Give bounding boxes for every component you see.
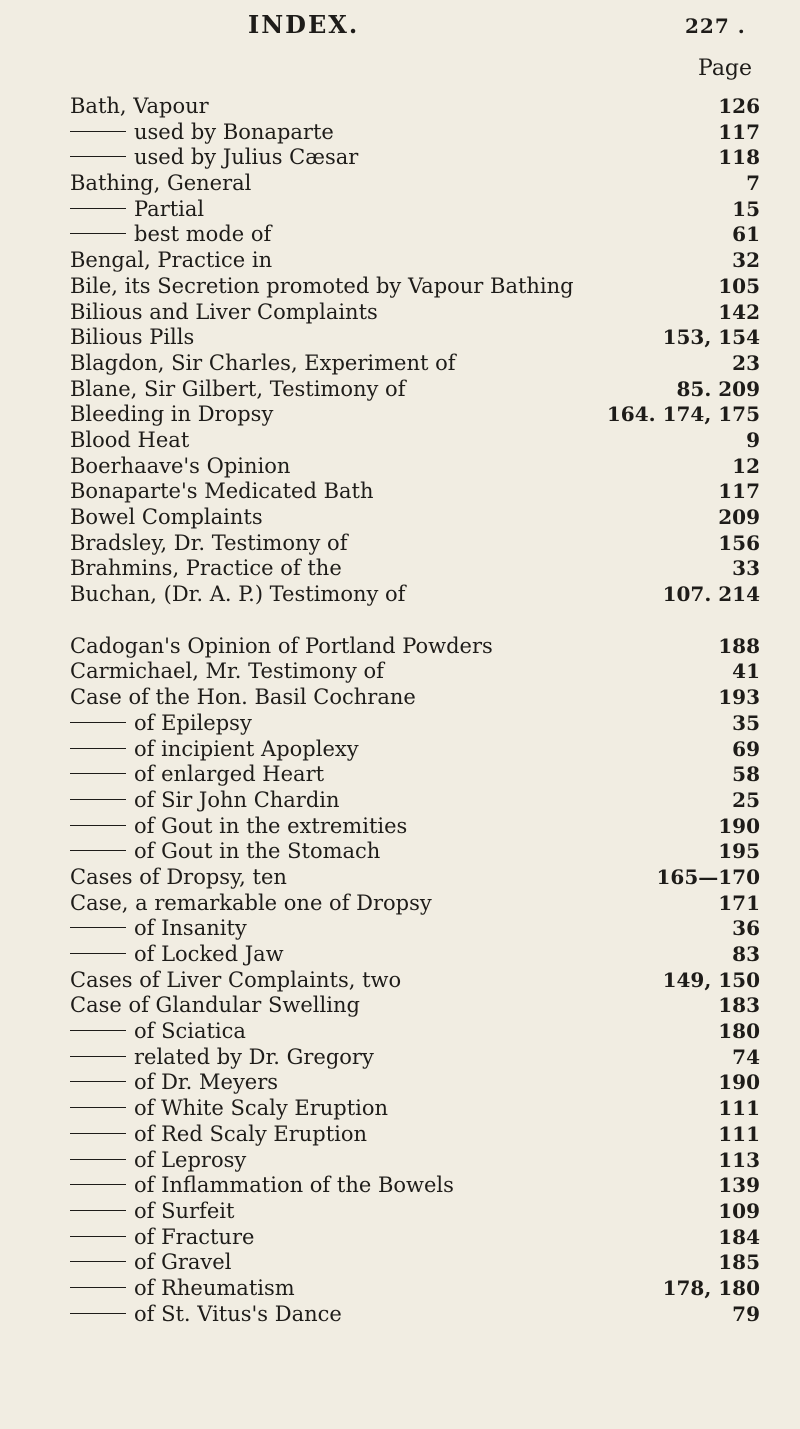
page-reference: 69 <box>732 736 760 761</box>
index-entry <box>70 402 760 428</box>
index-entry <box>70 1199 760 1225</box>
index-entry <box>70 197 760 223</box>
index-entry <box>70 531 760 557</box>
index-entry <box>70 737 760 763</box>
index-entry-label: Cases of Dropsy, ten <box>70 864 287 889</box>
index-entry-label: of Gravel <box>134 1250 232 1275</box>
index-entry <box>70 711 760 737</box>
ditto-rule <box>70 1030 126 1031</box>
index-subentry-text <box>70 814 407 840</box>
index-entry <box>70 814 760 840</box>
index-entry <box>70 351 760 377</box>
page-reference: 7 <box>746 171 760 196</box>
index-entry <box>70 145 760 171</box>
index-entry <box>70 891 760 917</box>
page-reference: 58 <box>732 762 760 787</box>
index-subentry-text <box>70 1070 278 1096</box>
page-reference: 190 <box>718 1070 760 1095</box>
page-reference: 149, 150 <box>662 967 760 992</box>
page-reference: 85. 209 <box>676 376 760 401</box>
index-entry <box>70 1148 760 1174</box>
index-entry-label: Bile, its Secretion promoted by Vapour Bathing <box>70 273 574 298</box>
index-entry <box>70 300 760 326</box>
page-reference: 142 <box>718 299 760 324</box>
page-reference: 107. 214 <box>662 582 760 607</box>
ditto-rule <box>70 1313 126 1314</box>
page-reference: 35 <box>732 710 760 735</box>
index-entry <box>70 325 760 351</box>
page-reference: 209 <box>718 505 760 529</box>
index-entry-label: Bradsley, Dr. Testimony of <box>70 530 348 555</box>
index-entry-label: Bilious Pills <box>70 325 195 350</box>
page-reference: 83 <box>732 942 760 966</box>
page-reference: 183 <box>718 993 760 1018</box>
page-reference: 153, 154 <box>662 325 760 350</box>
ditto-rule <box>70 1133 126 1134</box>
page-reference: 165—170 <box>656 864 760 889</box>
index-subentry-text <box>70 1225 254 1251</box>
index-entry-label: Buchan, (Dr. A. P.) Testimony of <box>70 582 406 607</box>
page-reference: 164. 174, 175 <box>606 402 760 427</box>
index-entry-label: related by Dr. Gregory <box>134 1044 374 1069</box>
page-reference: 12 <box>732 453 760 478</box>
index-entry <box>70 454 760 480</box>
index-entry-label: of Dr. Meyers <box>134 1070 279 1095</box>
ditto-rule <box>70 748 126 749</box>
page-reference: 105 <box>718 273 760 298</box>
index-entries <box>70 94 760 1327</box>
ditto-rule <box>70 233 126 234</box>
index-entry <box>70 1276 760 1302</box>
index-entry <box>70 94 760 120</box>
page-number: 227 . <box>685 14 746 38</box>
page-reference: 79 <box>732 1301 760 1326</box>
page-reference: 184 <box>718 1224 760 1249</box>
index-subentry-text <box>70 1045 374 1071</box>
index-entry-label: Partial <box>134 196 205 221</box>
index-entry <box>70 865 760 891</box>
index-entry-label: Blane, Sir Gilbert, Testimony of <box>70 376 406 401</box>
index-entry-label: Bathing, General <box>70 171 252 196</box>
index-entry <box>70 762 760 788</box>
ditto-rule <box>70 1056 126 1057</box>
index-subentry-text <box>70 942 284 968</box>
index-subentry-text <box>70 737 359 763</box>
index-entry <box>70 1250 760 1276</box>
index-entry-label: of Sir John Chardin <box>134 787 340 812</box>
ditto-rule <box>70 927 126 928</box>
ditto-rule <box>70 208 126 209</box>
ditto-rule <box>70 1081 126 1082</box>
index-entry <box>70 1070 760 1096</box>
ditto-rule <box>70 1107 126 1108</box>
index-entry-label: used by Julius Cæsar <box>134 145 359 170</box>
ditto-rule <box>70 1159 126 1160</box>
index-entry-label: of Epilepsy <box>134 710 252 735</box>
ditto-rule <box>70 722 126 723</box>
page-reference: 171 <box>718 890 760 915</box>
index-subentry-text <box>70 916 247 942</box>
index-entry <box>70 377 760 403</box>
index-entry-label: Case of the Hon. Basil Cochrane <box>70 685 416 710</box>
index-entry <box>70 788 760 814</box>
index-entry-label: Cases of Liver Complaints, two <box>70 967 402 992</box>
index-entry-label: Carmichael, Mr. Testimony of <box>70 659 384 684</box>
index-entry-label: best mode of <box>134 222 272 247</box>
index-entry <box>70 942 760 968</box>
index-subentry-text <box>70 145 358 171</box>
index-entry-label: Bleeding in Dropsy <box>70 402 274 427</box>
section-gap <box>70 608 760 634</box>
index-entry-label: of White Scaly Eruption <box>134 1096 389 1121</box>
page-column-heading: Page <box>698 56 753 81</box>
index-entry-label: of Fracture <box>134 1224 255 1249</box>
page-header <box>0 8 800 48</box>
page-reference: 193 <box>718 685 760 710</box>
index-entry <box>70 274 760 300</box>
index-subentry-text <box>70 1122 367 1148</box>
page-reference: 15 <box>732 196 760 221</box>
index-entry-label: of enlarged Heart <box>134 762 325 787</box>
page-reference: 61 <box>732 222 760 247</box>
index-subentry-text <box>70 762 324 788</box>
page-reference: 74 <box>732 1044 760 1069</box>
page-reference: 126 <box>718 94 760 118</box>
index-subentry-text <box>70 1276 295 1302</box>
index-entry <box>70 479 760 505</box>
index-entry <box>70 505 760 531</box>
index-subentry-text <box>70 197 204 223</box>
index-entry <box>70 993 760 1019</box>
page-reference: 36 <box>732 916 760 941</box>
index-entry-label: Blood Heat <box>70 427 190 452</box>
index-entry-label: of Rheumatism <box>134 1275 295 1300</box>
page-reference: 185 <box>718 1250 760 1275</box>
index-entry-label: Bengal, Practice in <box>70 248 273 273</box>
index-subentry-text <box>70 788 340 814</box>
index-entry <box>70 222 760 248</box>
index-entry <box>70 1225 760 1251</box>
index-entry <box>70 1096 760 1122</box>
index-entry-label: Cadogan's Opinion of Portland Powders <box>70 633 493 658</box>
page-reference: 41 <box>732 659 760 684</box>
index-entry-label: of Sciatica <box>134 1019 246 1044</box>
index-entry <box>70 1302 760 1328</box>
index-entry-label: Case, a remarkable one of Dropsy <box>70 890 432 915</box>
index-entry <box>70 685 760 711</box>
page-reference: 139 <box>718 1173 760 1198</box>
index-subentry-text <box>70 1302 342 1328</box>
index-subentry-text <box>70 1019 246 1045</box>
index-entry-label: of Locked Jaw <box>134 942 284 966</box>
page-reference: 117 <box>718 119 760 144</box>
index-subentry-text <box>70 1250 231 1276</box>
index-entry <box>70 1173 760 1199</box>
page-reference: 113 <box>718 1147 760 1172</box>
page-reference: 156 <box>718 530 760 555</box>
index-entry-label: Bath, Vapour <box>70 94 209 118</box>
index-subentry-text <box>70 1096 388 1122</box>
index-entry-label: of Red Scaly Eruption <box>134 1121 368 1146</box>
index-entry-label: Blagdon, Sir Charles, Experiment of <box>70 350 456 375</box>
ditto-rule <box>70 131 126 132</box>
index-entry-label: of incipient Apoplexy <box>134 736 359 761</box>
page-reference: 118 <box>718 145 760 170</box>
ditto-rule <box>70 850 126 851</box>
page-reference: 25 <box>732 787 760 812</box>
index-entry <box>70 916 760 942</box>
index-entry <box>70 1019 760 1045</box>
index-entry <box>70 839 760 865</box>
page-title: INDEX. <box>248 10 360 39</box>
page-reference: 190 <box>718 813 760 838</box>
page-reference: 180 <box>718 1019 760 1044</box>
index-subentry-text <box>70 222 271 248</box>
page-reference: 109 <box>718 1198 760 1223</box>
page-reference: 33 <box>732 556 760 581</box>
ditto-rule <box>70 1184 126 1185</box>
index-entry <box>70 428 760 454</box>
index-entry <box>70 556 760 582</box>
page-reference: 111 <box>718 1121 760 1146</box>
index-entry-label: of Insanity <box>134 916 247 941</box>
ditto-rule <box>70 825 126 826</box>
index-entry-label: Boerhaave's Opinion <box>70 453 291 478</box>
page-reference: 32 <box>732 248 760 273</box>
index-entry-label: of Surfeit <box>134 1198 235 1223</box>
index-subentry-text <box>70 1199 234 1225</box>
ditto-rule <box>70 1287 126 1288</box>
index-entry-label: of St. Vitus's Dance <box>134 1301 342 1326</box>
ditto-rule <box>70 156 126 157</box>
page-reference: 195 <box>718 839 760 864</box>
index-entry-label: of Leprosy <box>134 1147 247 1172</box>
index-entry <box>70 634 760 660</box>
page-reference: 178, 180 <box>662 1275 760 1300</box>
ditto-rule <box>70 1236 126 1237</box>
index-entry <box>70 968 760 994</box>
ditto-rule <box>70 953 126 954</box>
page-reference: 23 <box>732 350 760 375</box>
index-subentry-text <box>70 711 252 737</box>
index-entry-label: Bowel Complaints <box>70 505 263 529</box>
index-entry-label: of Inflammation of the Bowels <box>134 1173 454 1198</box>
index-subentry-text <box>70 1173 454 1199</box>
page-reference: 9 <box>746 427 760 452</box>
page-reference: 111 <box>718 1096 760 1121</box>
index-entry <box>70 1122 760 1148</box>
index-entry-label: Bilious and Liver Complaints <box>70 299 378 324</box>
index-entry-label: used by Bonaparte <box>134 119 334 144</box>
index-entry-label: Bonaparte's Medicated Bath <box>70 479 374 504</box>
index-entry <box>70 171 760 197</box>
ditto-rule <box>70 799 126 800</box>
page-reference: 188 <box>718 633 760 658</box>
ditto-rule <box>70 773 126 774</box>
index-entry <box>70 582 760 608</box>
index-subentry-text <box>70 1148 246 1174</box>
index-entry <box>70 248 760 274</box>
index-subentry-text <box>70 120 334 146</box>
ditto-rule <box>70 1210 126 1211</box>
index-subentry-text <box>70 839 380 865</box>
ditto-rule <box>70 1261 126 1262</box>
index-entry-label: of Gout in the Stomach <box>134 839 381 864</box>
index-entry-label: Case of Glandular Swelling <box>70 993 360 1018</box>
index-entry <box>70 1045 760 1071</box>
index-entry-label: Brahmins, Practice of the <box>70 556 342 581</box>
page-reference: 117 <box>718 479 760 504</box>
index-entry <box>70 120 760 146</box>
index-entry <box>70 659 760 685</box>
index-entry-label: of Gout in the extremities <box>134 813 408 838</box>
